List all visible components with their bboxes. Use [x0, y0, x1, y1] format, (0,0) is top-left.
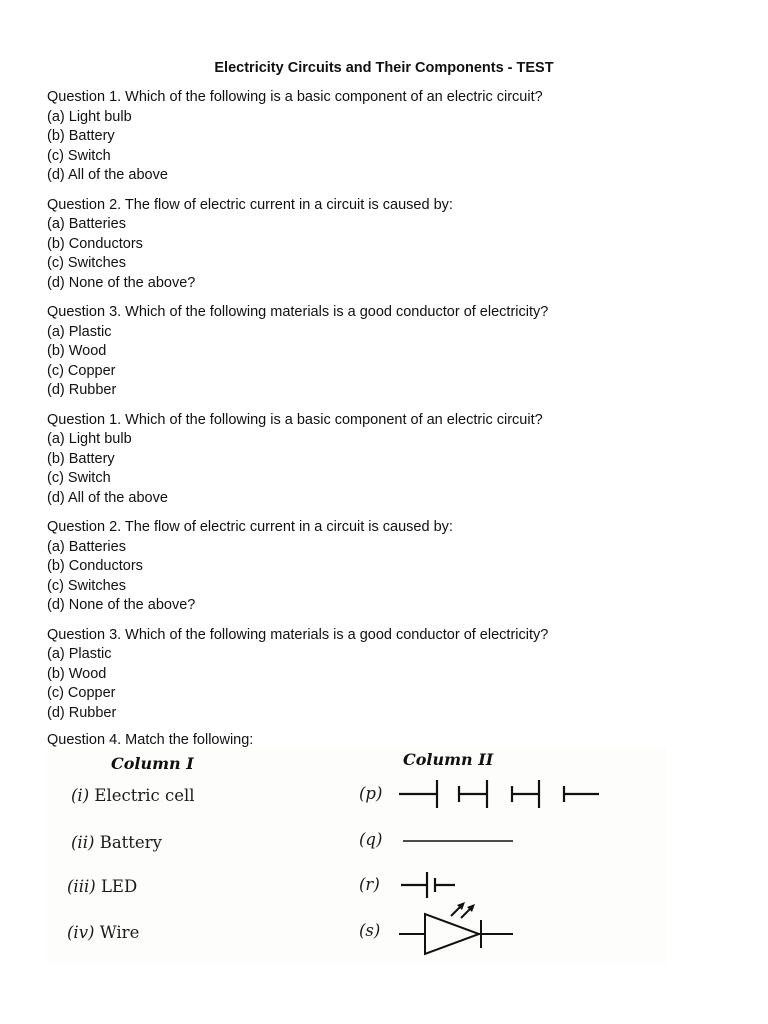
match-table: [47, 748, 667, 963]
option: (d) None of the above?: [47, 274, 196, 291]
question: [47, 196, 727, 294]
column-1-item: [71, 786, 195, 805]
item-number: (ii): [71, 833, 95, 852]
wire-symbol-icon: [403, 833, 515, 849]
column-2-label: (s): [359, 921, 381, 940]
item-label: LED: [100, 877, 138, 896]
option: (d) None of the above?: [47, 597, 196, 613]
column-2-label: (q): [359, 830, 383, 849]
option: (c) Copper: [47, 362, 116, 379]
question: [47, 303, 727, 401]
option: (c) Switch: [47, 470, 111, 486]
option: (a) Batteries: [47, 538, 126, 555]
option: (c) Switch: [47, 147, 111, 164]
option: (c) Switches: [47, 255, 126, 271]
item-number: (i): [71, 786, 90, 805]
column-2-label: (p): [359, 784, 383, 803]
option: (a) Light bulb: [47, 108, 132, 125]
column-2-heading: Column II: [403, 750, 494, 769]
option: (a) Plastic: [47, 646, 112, 662]
option: (a) Batteries: [47, 216, 126, 232]
option: (b) Battery: [47, 450, 115, 467]
question: [47, 518, 727, 616]
option: (a) Light bulb: [47, 431, 132, 447]
question-text: Question 1. Which of the following is a basic component of an electric circuit?: [47, 89, 543, 105]
item-number: (iii): [67, 877, 96, 896]
option: (d) All of the above: [47, 489, 168, 506]
column-1-item: [71, 833, 162, 852]
option: (b) Conductors: [47, 235, 143, 252]
option: (c) Copper: [47, 685, 116, 701]
column-1-item: [67, 877, 137, 896]
item-label: Wire: [99, 923, 140, 942]
option: (b) Wood: [47, 665, 107, 682]
option: (a) Plastic: [47, 323, 112, 340]
option: (b) Wood: [47, 343, 107, 359]
item-label: Battery: [99, 833, 162, 852]
option: (d) Rubber: [47, 382, 117, 398]
column-1-item: [67, 923, 139, 942]
item-label: Electric cell: [94, 786, 195, 805]
option: (c) Switches: [47, 577, 126, 594]
question-list: [47, 88, 727, 733]
led-symbol-icon: [399, 894, 519, 958]
item-number: (iv): [67, 923, 95, 942]
column-2-label: (r): [359, 875, 380, 894]
option: (d) All of the above: [47, 167, 168, 183]
column-1-heading: Column I: [111, 754, 194, 773]
question: [47, 88, 727, 186]
question: [47, 626, 727, 724]
option: (b) Conductors: [47, 558, 143, 574]
battery-symbol-icon: [399, 776, 604, 812]
page-title: Electricity Circuits and Their Components - TEST: [214, 60, 554, 76]
option: (b) Battery: [47, 128, 115, 144]
option: (d) Rubber: [47, 704, 117, 721]
question: [47, 411, 727, 509]
question-text: Question 2. The flow of electric current in a circuit is caused by:: [47, 196, 453, 213]
question-text: Question 1. Which of the following is a basic component of an electric circuit?: [47, 411, 543, 428]
question-text: Question 3. Which of the following materials is a good conductor of electricity?: [47, 304, 549, 320]
question-text: Question 3. Which of the following materials is a good conductor of electricity?: [47, 626, 549, 643]
question-4-text: Question 4. Match the following:: [47, 732, 254, 748]
question-text: Question 2. The flow of electric current in a circuit is caused by:: [47, 519, 453, 535]
